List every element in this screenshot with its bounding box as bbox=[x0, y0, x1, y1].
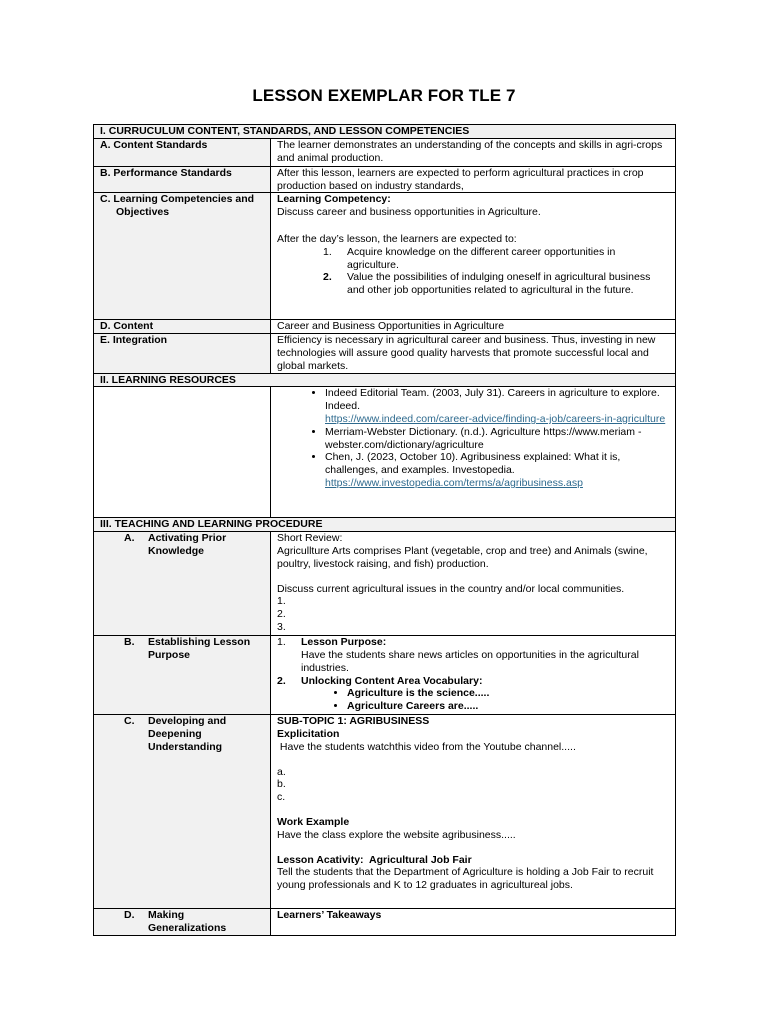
purpose-label bbox=[94, 636, 271, 715]
purpose-row bbox=[94, 636, 676, 715]
developing-label-line2: Deepening bbox=[148, 727, 202, 740]
objective-2-text: Value the possibilities of indulging oneself in agricultural business and other job opportunities related to agricultural in the future. bbox=[347, 271, 651, 297]
subtopic-heading: SUB-TOPIC 1: AGRIBUSINESS bbox=[277, 715, 430, 728]
performance-standards-label: B. Performance Standards bbox=[94, 166, 271, 193]
generalizations-label-text: Making Generalizations bbox=[148, 909, 227, 934]
activating-label-line2: Knowledge bbox=[148, 544, 205, 557]
section-1-header: I. CURRUCULUM CONTENT, STANDARDS, AND LESSON COMPETENCIES bbox=[94, 125, 676, 139]
objective-1-text: Acquire knowledge on the different career opportunities in agriculture. bbox=[347, 245, 616, 271]
generalizations-text: Learners’ Takeaways bbox=[271, 909, 676, 936]
content-label: D. Content bbox=[94, 320, 271, 334]
work-example-heading: Work Example bbox=[277, 815, 350, 828]
developing-letter: C. bbox=[124, 715, 135, 728]
document-title: LESSON EXEMPLAR FOR TLE 7 bbox=[252, 86, 516, 105]
list-item: 1. bbox=[277, 595, 286, 608]
resource-3-link[interactable]: https://www.investopedia.com/terms/a/agribusiness.asp bbox=[325, 476, 583, 489]
activating-cell bbox=[271, 532, 676, 636]
objective-1-num: 1. bbox=[323, 245, 332, 258]
purpose-label-line1: Establishing Lesson bbox=[148, 636, 251, 649]
resource-item bbox=[325, 451, 669, 489]
developing-label-line1: Developing and bbox=[148, 715, 227, 728]
competencies-cell bbox=[271, 193, 676, 320]
list-item: • Agriculture is the science..... bbox=[347, 687, 669, 700]
developing-label-line3: Understanding bbox=[148, 740, 223, 753]
generalizations-row bbox=[94, 909, 676, 936]
purpose-item2-title: Unlocking Content Area Vocabulary: bbox=[301, 674, 483, 687]
short-review: Short Review: bbox=[277, 532, 343, 545]
objective-1 bbox=[277, 246, 669, 272]
resource-2-text: Merriam-Webster Dictionary. (n.d.). Agriculture https://www.meriam -webster.com/dictionary/agriculture bbox=[325, 425, 642, 451]
competencies-row bbox=[94, 193, 676, 320]
activating-label bbox=[94, 532, 271, 636]
activating-row bbox=[94, 532, 676, 636]
content-standards-text: The learner demonstrates an understanding of the concepts and skills in agri-crops and animal production. bbox=[271, 138, 676, 166]
section-3-header-row bbox=[94, 518, 676, 532]
purpose-letter: B. bbox=[124, 636, 135, 649]
objective-2-num: 2. bbox=[323, 271, 332, 284]
list-item: 3. bbox=[277, 620, 286, 633]
activating-letter: A. bbox=[124, 532, 135, 545]
content-text: Career and Business Opportunities in Agriculture bbox=[271, 320, 676, 334]
vocab-list bbox=[277, 687, 669, 713]
developing-label bbox=[94, 715, 271, 909]
purpose-label-line2: Purpose bbox=[148, 648, 191, 661]
list-item: a. bbox=[277, 765, 286, 778]
resources-empty-cell bbox=[94, 387, 271, 518]
content-standards-row bbox=[94, 138, 676, 166]
resources-cell bbox=[271, 387, 676, 518]
resource-1-text: Indeed Editorial Team. (2003, July 31). Careers in agriculture to explore. Indeed. bbox=[325, 387, 660, 413]
section-2-header: II. LEARNING RESOURCES bbox=[94, 373, 676, 387]
performance-standards-row bbox=[94, 166, 676, 193]
resource-item bbox=[325, 426, 669, 452]
purpose-cell bbox=[271, 636, 676, 715]
generalizations-letter: D. bbox=[124, 909, 135, 922]
competency-text: Discuss career and business opportunities in Agriculture. bbox=[277, 206, 541, 219]
integration-row bbox=[94, 334, 676, 373]
objective-2 bbox=[277, 271, 669, 297]
activity-text: Tell the students that the Department of Agriculture is holding a Job Fair to recruit young professionals and K to 12 graduates in agricultureal jobs. bbox=[277, 866, 654, 892]
lesson-table bbox=[93, 124, 676, 936]
resource-3-text: Chen, J. (2023, October 10). Agribusiness explained: What it is, challenges, and examples. Investopedia. bbox=[325, 451, 621, 477]
resources-row bbox=[94, 387, 676, 518]
list-item: c. bbox=[277, 791, 286, 804]
performance-standards-text: After this lesson, learners are expected to perform agricultural practices in crop production based on industry standards, bbox=[271, 166, 676, 193]
list-item: 2. bbox=[277, 608, 286, 621]
purpose-item1-title: Lesson Purpose: bbox=[301, 636, 387, 649]
section-3-header: III. TEACHING AND LEARNING PROCEDURE bbox=[94, 518, 676, 532]
purpose-item1-num: 1. bbox=[277, 636, 286, 649]
purpose-item1-text: Have the students share news articles on opportunities in the agricultural industries. bbox=[301, 648, 639, 674]
discuss-text: Discuss current agricultural issues in the country and/or local communities. bbox=[277, 582, 625, 595]
list-item: • Agriculture Careers are..... bbox=[347, 700, 669, 713]
purpose-item2-num: 2. bbox=[277, 674, 286, 687]
activity-heading: Lesson Acativity: Agricultural Job Fair bbox=[277, 853, 472, 866]
content-standards-label: A. Content Standards bbox=[94, 138, 271, 166]
work-example-text: Have the class explore the website agribusiness..... bbox=[277, 828, 516, 841]
section-1-header-row bbox=[94, 125, 676, 139]
section-2-header-row bbox=[94, 373, 676, 387]
objectives-intro: After the day’s lesson, the learners are expected to: bbox=[277, 232, 517, 245]
integration-text: Efficiency is necessary in agricultural career and business. Thus, investing in new technologies will assure good quality harvests that promote successful local and global markets. bbox=[271, 334, 676, 373]
list-item: b. bbox=[277, 778, 286, 791]
explicitation-heading: Explicitation bbox=[277, 727, 340, 740]
resources-list bbox=[277, 387, 669, 489]
resource-item bbox=[325, 387, 669, 425]
content-row bbox=[94, 320, 676, 334]
activating-label-line1: Activating Prior bbox=[148, 532, 227, 545]
competencies-label bbox=[94, 193, 271, 320]
developing-row bbox=[94, 715, 676, 909]
short-review-text: Agricullture Arts comprises Plant (vegetable, crop and tree) and Animals (swine, poultry, livestock raising, and fish) production. bbox=[277, 544, 648, 570]
explicitation-text: Have the students watchthis video from the Youtube channel..... bbox=[277, 740, 576, 753]
competencies-label-line2: Objectives bbox=[116, 206, 170, 219]
generalizations-label bbox=[94, 909, 271, 936]
integration-label: E. Integration bbox=[94, 334, 271, 373]
competencies-label-line1: C. Learning Competencies and bbox=[100, 193, 255, 206]
developing-cell bbox=[271, 715, 676, 909]
resource-1-link[interactable]: https://www.indeed.com/career-advice/finding-a-job/careers-in-agriculture bbox=[325, 412, 666, 425]
competency-heading: Learning Competency: bbox=[277, 193, 391, 206]
